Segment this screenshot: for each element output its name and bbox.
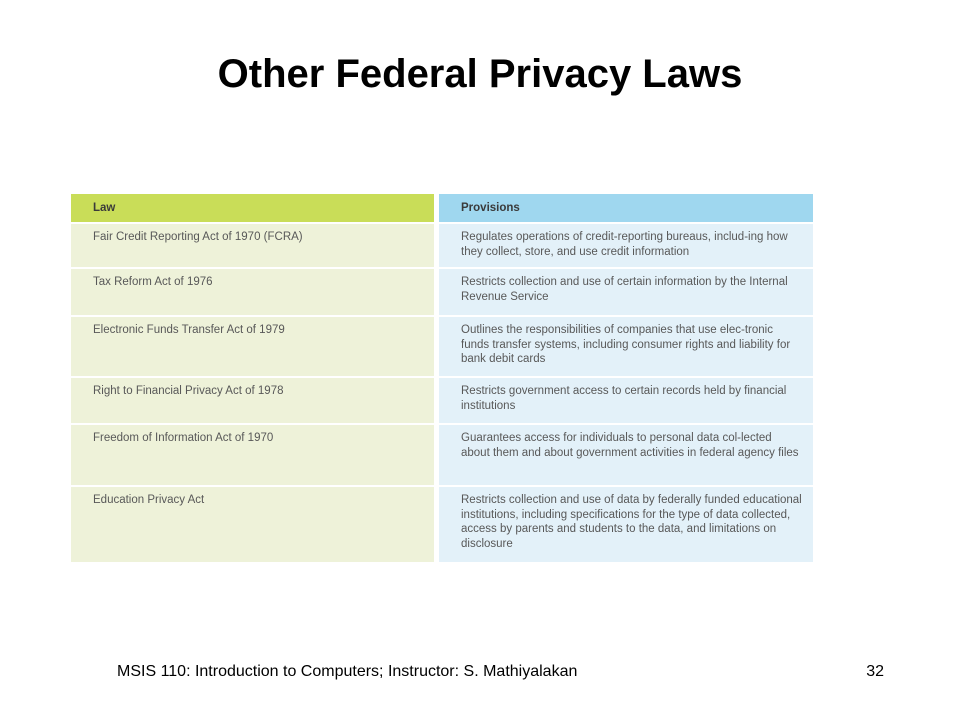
slide-footer-text: MSIS 110: Introduction to Computers; Instructor: S. Mathiyalakan (117, 663, 578, 680)
law-cell: Education Privacy Act (71, 485, 439, 562)
table-row (71, 315, 813, 376)
law-cell: Freedom of Information Act of 1970 (71, 423, 439, 485)
privacy-laws-table (71, 194, 813, 562)
provisions-cell: Regulates operations of credit-reporting bureaus, includ-ing how they collect, store, and use credit information (439, 222, 813, 267)
law-cell: Tax Reform Act of 1976 (71, 267, 439, 315)
table-row (71, 267, 813, 315)
provisions-cell: Guarantees access for individuals to personal data col-lected about them and about government activities in federal agency files (439, 423, 813, 485)
table-row (71, 485, 813, 562)
provisions-cell: Restricts collection and use of certain information by the Internal Revenue Service (439, 267, 813, 315)
provisions-column-header: Provisions (439, 194, 813, 222)
law-cell: Right to Financial Privacy Act of 1978 (71, 376, 439, 423)
table-row (71, 423, 813, 485)
privacy-laws-table-image (71, 194, 813, 562)
slide-title: Other Federal Privacy Laws (217, 52, 743, 96)
law-column-header: Law (71, 194, 439, 222)
provisions-cell: Restricts government access to certain records held by financial institutions (439, 376, 813, 423)
table-row (71, 222, 813, 267)
provisions-cell: Restricts collection and use of data by federally funded educational institutions, including specifications for the type of data collected, access by parents and students to the data, and limitations on disclosure (439, 485, 813, 562)
provisions-cell: Outlines the responsibilities of companies that use elec-tronic funds transfer systems, including consumer rights and liability for bank debit cards (439, 315, 813, 376)
law-cell: Fair Credit Reporting Act of 1970 (FCRA) (71, 222, 439, 267)
law-cell: Electronic Funds Transfer Act of 1979 (71, 315, 439, 376)
table-header-row (71, 194, 813, 222)
table-row (71, 376, 813, 423)
slide-page-number: 32 (866, 663, 884, 680)
